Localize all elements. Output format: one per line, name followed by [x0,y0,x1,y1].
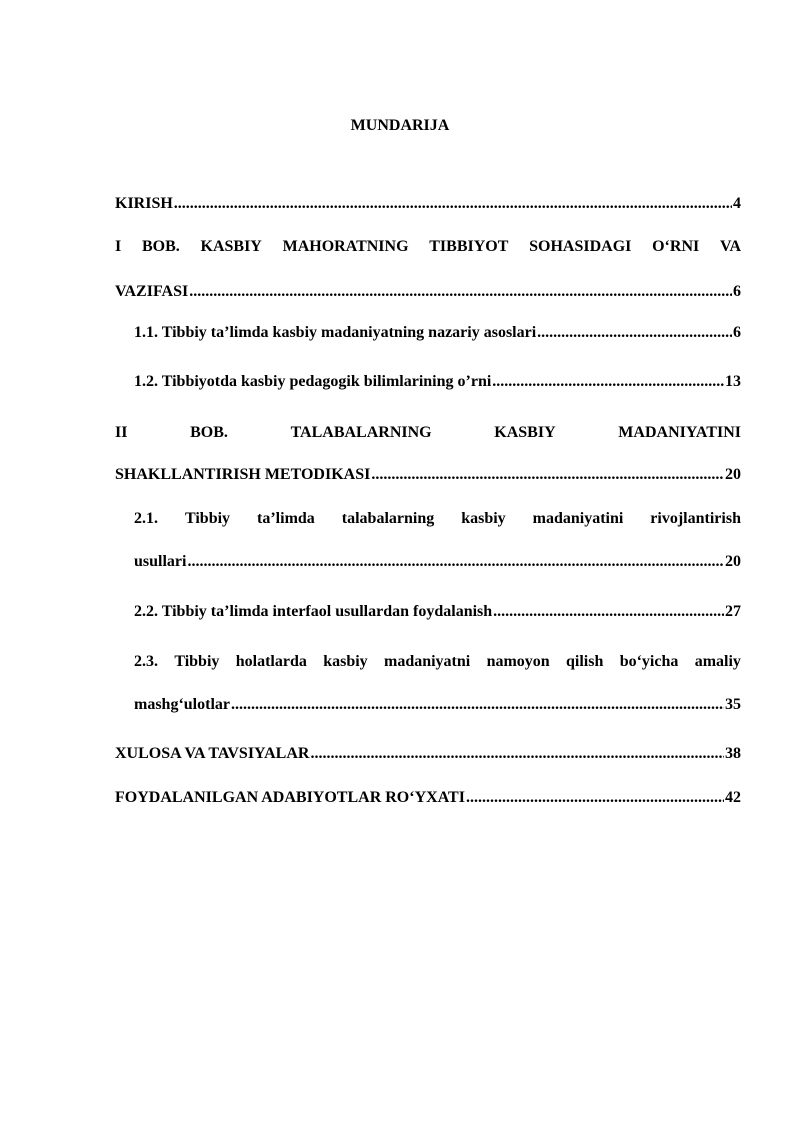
toc-entry-2-1-line2[interactable] [134,552,741,572]
toc-page-number: 38 [725,745,741,762]
toc-word: BOB. [141,238,180,255]
toc-entry-text: FOYDALANILGAN ADABIYOTLAR RO‘YXATI [115,789,465,806]
toc-entry-text: 2.2. Tibbiy ta’limda interfaol usullardan foydalanish [134,603,493,620]
toc-entry-2-2[interactable] [134,602,741,622]
toc-page-number: 4 [733,195,741,212]
toc-page-number: 27 [725,603,741,620]
toc-word: MAHORATNING [282,238,409,255]
toc-entry-2-3-line1[interactable] [134,652,741,672]
toc-word: madaniyatni [383,653,471,670]
toc-leader-dots [537,323,732,343]
toc-page-number: 6 [733,324,741,341]
toc-entry-bob2-line1[interactable] [115,423,741,443]
toc-page-number: 13 [725,373,741,390]
toc-word: I [115,238,122,255]
toc-word: O‘RNI [652,238,700,255]
toc-leader-dots [492,372,724,392]
toc-word: qilish [566,653,604,670]
toc-entry-text: SHAKLLANTIRISH METODIKASI [115,466,371,483]
toc-entry-text: mashg‘ulotlar [134,696,230,713]
page-title: MUNDARIJA [350,117,450,134]
toc-word: Tibbiy [174,653,220,670]
toc-leader-dots [174,194,732,214]
toc-word: BOB. [190,424,228,441]
toc-word: MADANIYATINI [618,424,741,441]
toc-leader-dots [310,744,724,764]
toc-entry-text: usullari [134,553,187,570]
toc-entry-text: XULOSA VA TAVSIYALAR [115,745,310,762]
toc-word: 2.3. [134,653,158,670]
toc-word: SOHASIDAGI [529,238,632,255]
toc-word: VA [719,238,741,255]
toc-page-number: 42 [725,789,741,806]
toc-word: rivojlantirish [650,510,741,527]
toc-word: madaniyatini [532,510,624,527]
toc-leader-dots [187,552,724,572]
toc-page-number: 35 [725,696,741,713]
toc-word: Tibbiy [184,510,231,527]
toc-leader-dots [371,465,724,485]
toc-word: TALABALARNING [290,424,432,441]
toc-word: kasbiy [323,653,368,670]
toc-word: II [115,424,128,441]
toc-leader-dots [493,602,724,622]
toc-leader-dots [466,788,724,808]
toc-entry-text: 1.2. Tibbiyotda kasbiy pedagogik bilimlarining o’rni [134,373,492,390]
toc-leader-dots [231,695,724,715]
toc-entry-2-1-line1[interactable] [134,509,741,529]
toc-entry-text: 1.1. Tibbiy ta’limda kasbiy madaniyatning nazariy asoslari [134,324,537,341]
toc-entry-1-1[interactable] [134,323,741,343]
toc-word: talabalarning [341,510,435,527]
toc-word: kasbiy [461,510,506,527]
toc-entry-bob1-line1[interactable] [115,237,741,257]
toc-word: KASBIY [494,424,556,441]
toc-word: TIBBIYOT [429,238,509,255]
toc-word: 2.1. [134,510,158,527]
toc-word: holatlarda [235,653,307,670]
toc-entry-2-3-line2[interactable] [134,695,741,715]
toc-entry-text: KIRISH [115,195,173,212]
toc-entry-adabiyotlar[interactable] [115,788,741,808]
toc-word: namoyon [486,653,550,670]
toc-entry-text: VAZIFASI [115,283,189,300]
toc-leader-dots [189,282,732,302]
toc-page-number: 6 [733,283,741,300]
toc-page-number: 20 [725,466,741,483]
toc-entry-bob2-line2[interactable] [115,465,741,485]
toc-word: amaliy [694,653,741,670]
toc-entry-xulosa[interactable] [115,744,741,764]
toc-page-number: 20 [725,553,741,570]
toc-word: KASBIY [200,238,262,255]
toc-word: bo‘yicha [619,653,679,670]
toc-entry-bob1-line2[interactable] [115,282,741,302]
toc-entry-1-2[interactable] [134,372,741,392]
toc-entry-kirish[interactable] [115,194,741,214]
toc-word: ta’limda [257,510,315,527]
